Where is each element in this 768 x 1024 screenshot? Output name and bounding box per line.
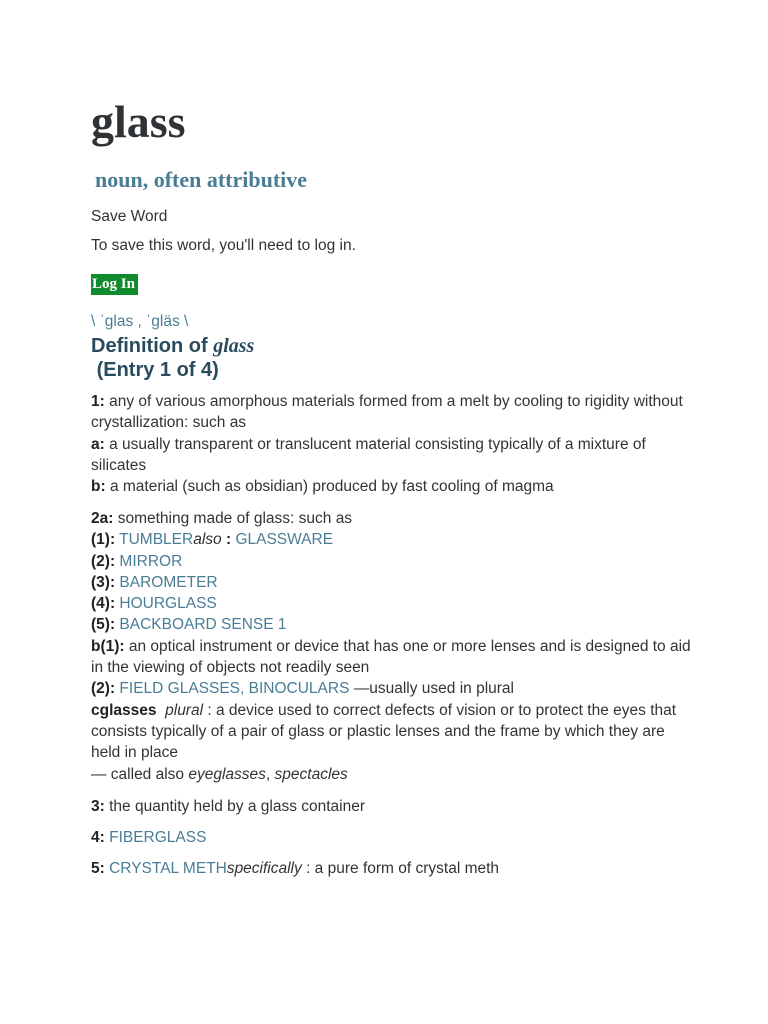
save-word-label: Save Word [91,208,168,225]
save-prompt: To save this word, you'll need to log in. [91,237,356,254]
called-also-sep: , [265,765,275,783]
link-field-glasses[interactable]: FIELD GLASSES, BINOCULARS [119,680,350,698]
called-also-2: spectacles [274,765,348,783]
sense-3 [91,796,691,817]
sense-label: b(1): [91,637,125,655]
entry-number: (Entry 1 of 4) [96,359,219,381]
definition-word: glass [213,335,255,357]
sense-label: 2a: [91,510,114,527]
called-also-prefix: — called also [91,765,189,783]
link-tumbler[interactable]: TUMBLER [119,531,194,549]
sense-label: cglasses [91,701,157,719]
link-mirror[interactable]: MIRROR [119,552,183,570]
italic-note: also [193,531,222,549]
sense-text: a material (such as obsidian) produced by fast cooling of magma [105,478,554,496]
italic-note: specifically [226,860,302,877]
sense-text: : a pure form of crystal meth [301,860,500,877]
sense-1 [91,391,691,497]
login-button[interactable]: Log In [91,274,138,295]
sense-text: the quantity held by a glass container [104,798,366,815]
usage-note: —usually used in plural [349,680,514,698]
sense-4 [91,827,691,848]
called-also-1: eyeglasses [188,765,266,783]
sub-label: (1): [91,531,116,549]
sense-text: a usually transparent or translucent material consisting typically of a mixture of silicates [91,435,646,474]
sub-label: (5): [91,616,116,634]
sense-2 [91,508,691,785]
sense-number: 5: [91,860,105,877]
sense-number: 3: [91,798,105,815]
definition-prefix: Definition of [91,335,208,357]
sense-label: a: [91,435,105,453]
sub-label: (3): [91,573,116,591]
link-hourglass[interactable]: HOURGLASS [119,595,217,613]
sub-label: (4): [91,595,116,613]
link-barometer[interactable]: BAROMETER [119,573,218,591]
sense-text: any of various amorphous materials formed from a melt by cooling to rigidity without crystallization: such as [91,393,683,432]
separator: : [221,531,236,549]
link-backboard[interactable]: BACKBOARD SENSE 1 [119,616,287,634]
link-fiberglass[interactable]: FIBERGLASS [109,829,207,846]
sub-label: (2): [91,680,116,698]
sense-text: something made of glass: such as [113,510,353,527]
headword: glass [91,96,186,147]
sense-5 [91,858,691,879]
italic-note: plural [165,701,204,719]
pronunciation: \ ˈglas , ˈgläs \ [91,313,189,330]
definition-heading [91,334,254,382]
link-glassware[interactable]: GLASSWARE [235,531,334,549]
sense-number: 1: [91,393,105,410]
sense-number: 4: [91,829,105,846]
sense-label: b: [91,478,106,496]
sub-label: (2): [91,552,116,570]
part-of-speech: noun, often attributive [95,167,308,192]
sense-text: : a device used to correct defects of vision or to protect the eyes that consists typically of a pair of glass or plastic lenses and the frame by which they are held in place [91,701,677,762]
sense-text: an optical instrument or device that has one or more lenses and is designed to aid in the viewing of objects not readily seen [91,637,691,677]
link-crystal-meth[interactable]: CRYSTAL METH [109,860,227,877]
